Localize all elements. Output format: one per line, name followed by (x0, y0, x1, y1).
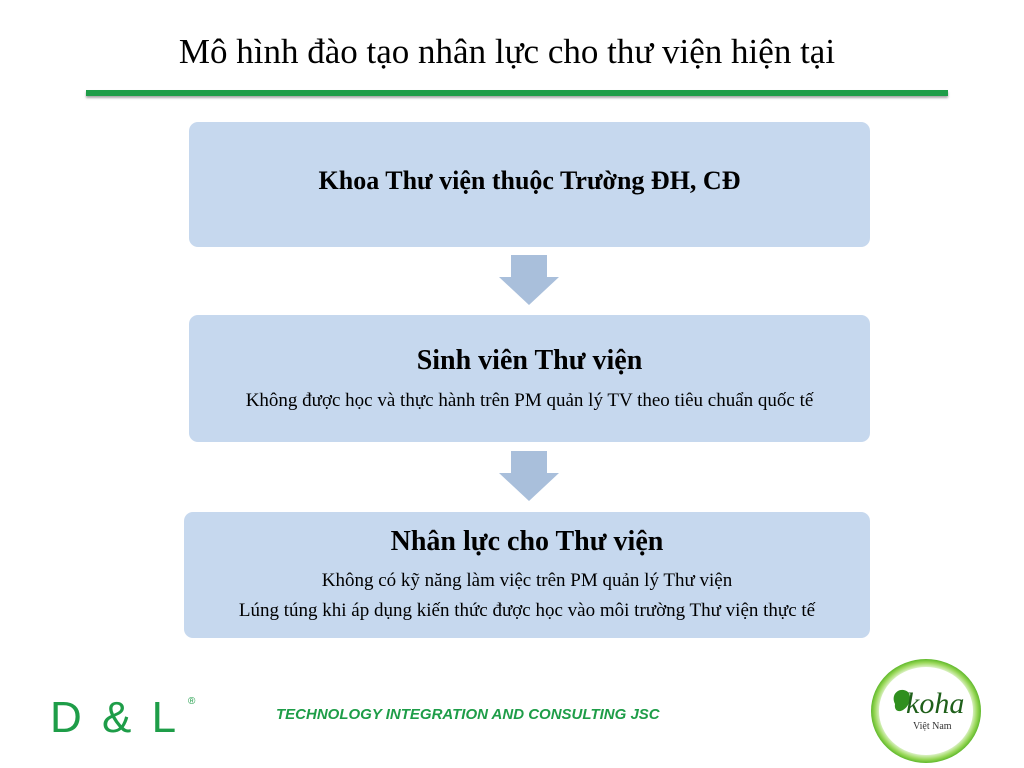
flow-box-heading: Khoa Thư viện thuộc Trường ĐH, CĐ (318, 166, 741, 195)
svg-text:Việt Nam: Việt Nam (913, 721, 952, 732)
title-underline (86, 90, 948, 96)
svg-text:D & L: D & L (50, 693, 181, 738)
flow-box-detail: Không được học và thực hành trên PM quản lý TV theo tiêu chuẩn quốc tế (245, 390, 814, 411)
flow-box-heading: Nhân lực cho Thư viện (390, 526, 664, 557)
svg-text:koha: koha (906, 687, 965, 720)
slide-title: Mô hình đào tạo nhân lực cho thư viện hiện tại (178, 32, 836, 71)
flow-box-detail: Lúng túng khi áp dụng kiến thức được học vào môi trường Thư viện thực tế (238, 600, 816, 621)
flow-box-workforce (184, 512, 870, 638)
company-name: TECHNOLOGY INTEGRATION AND CONSULTING JSC (276, 706, 660, 723)
flow-box-detail: Không có kỹ năng làm việc trên PM quản lý Thư viện (321, 570, 733, 591)
svg-text:®: ® (188, 696, 196, 707)
flow-box-faculty (189, 122, 870, 247)
flow-box-students (189, 315, 870, 442)
down-arrow-icon (499, 255, 559, 305)
koha-logo (868, 656, 984, 766)
flow-box-heading: Sinh viên Thư viện (416, 345, 643, 376)
down-arrow-icon (499, 451, 559, 501)
dl-logo (50, 688, 210, 738)
